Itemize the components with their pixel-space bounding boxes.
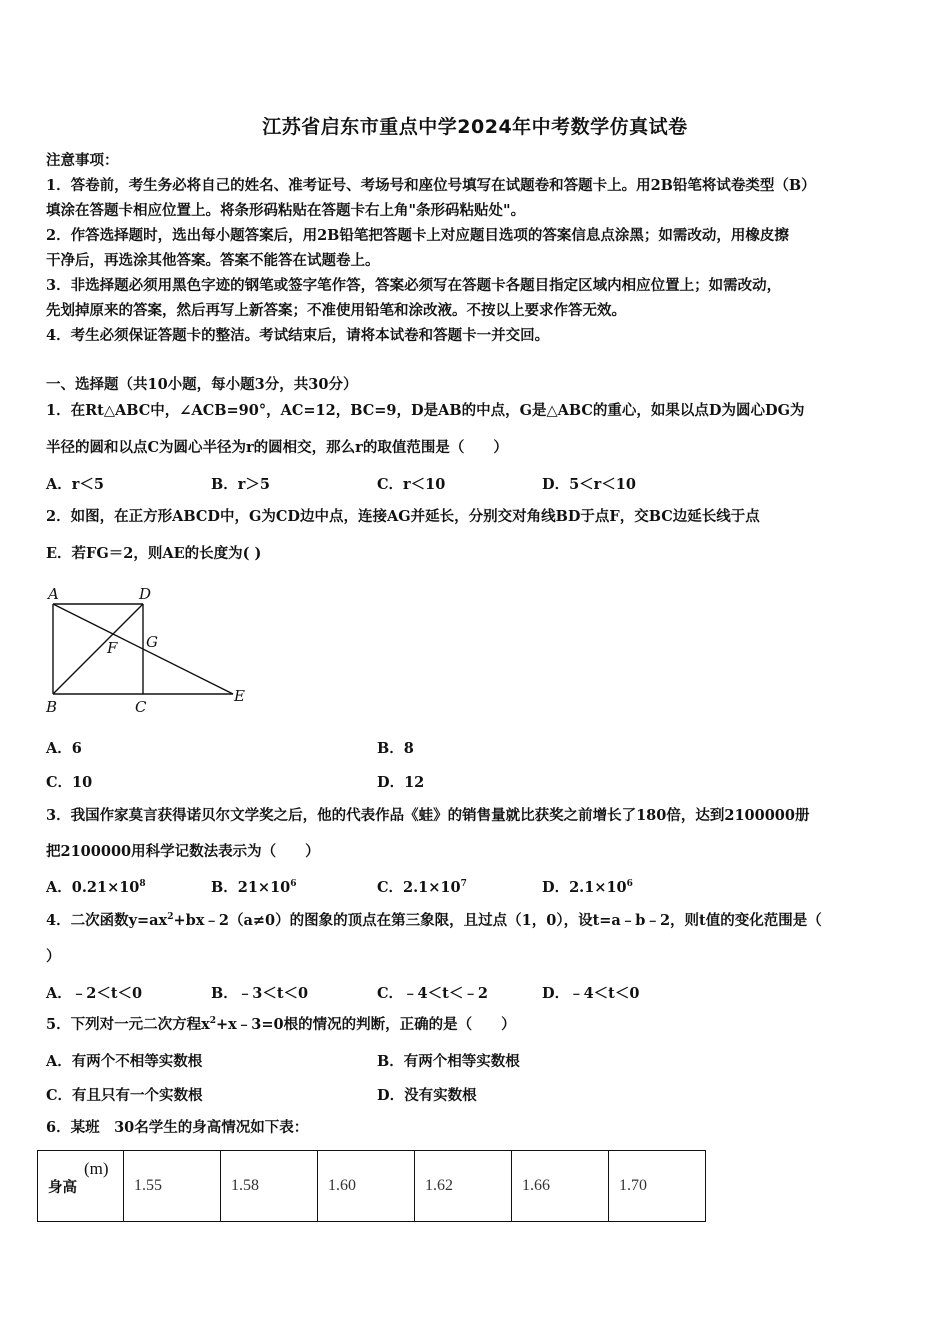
q5-option-d: D．没有实数根 (377, 1087, 477, 1104)
page-title: 江苏省启东市重点中学2024年中考数学仿真试卷 (262, 116, 688, 138)
table-header-cell (38, 1151, 124, 1222)
section-heading: 一、选择题（共10小题，每小题3分，共30分） (46, 376, 358, 393)
q4-option-a: A．﹣2＜t＜0 (46, 985, 143, 1002)
notes-line: 3．非选择题必须用黑色字迹的钢笔或签字笔作答，答案必须写在答题卡各题目指定区域内相应位置上；如需改动， (46, 277, 782, 294)
q1-option-d: D．5＜r＜10 (542, 476, 636, 493)
q4-option-c: C．﹣4＜t＜﹣2 (377, 985, 488, 1002)
header-label: 身高 (48, 1179, 77, 1196)
table-cell: 1.58 (221, 1151, 318, 1222)
q4-option-b: B．﹣3＜t＜0 (211, 985, 309, 1002)
q5-option-b: B．有两个相等实数根 (377, 1053, 520, 1070)
question-1-text: 1．在Rt△ABC中，∠ACB=90°，AC=12，BC=9，D是AB的中点，G是△ABC的重心，如果以点D为圆心DG为 (46, 402, 805, 419)
notes-line: 1．答卷前，考生务必将自己的姓名、准考证号、考场号和座位号填写在试题卷和答题卡上。用2B铅笔将试卷类型（B） (46, 177, 816, 194)
label-d: D (139, 585, 152, 603)
table-cell: 1.62 (415, 1151, 512, 1222)
label-g: G (146, 633, 158, 651)
q3-option-d: D．$2.1\times 10^6$ (542, 879, 633, 896)
table-cell: 1.70 (609, 1151, 706, 1222)
notes-line: 先划掉原来的答案，然后再写上新答案；不准使用铅笔和涂改液。不按以上要求作答无效。 (46, 302, 626, 319)
question-1-text: 半径的圆和以点C为圆心半径为r的圆相交，那么r的取值范围是（ ） (46, 439, 508, 456)
q1-option-c: C．r＜10 (377, 476, 446, 493)
q2-option-b: B．8 (377, 740, 414, 757)
notes-line: 2．作答选择题时，选出每小题答案后，用2B铅笔把答题卡上对应题目选项的答案信息点涂黑；如需改动，用橡皮擦 (46, 227, 789, 244)
notes-line: 干净后，再选涂其他答案。答案不能答在试题卷上。 (46, 252, 380, 269)
question-2-text: E．若FG＝2，则AE的长度为( ) (46, 545, 262, 562)
q4-option-d: D．﹣4＜t＜0 (542, 985, 640, 1002)
table-cell: 1.66 (512, 1151, 609, 1222)
square-geometry-figure (40, 582, 260, 717)
header-unit: (m) (84, 1159, 109, 1178)
q3-option-b: B．$21\times 10^6$ (211, 879, 297, 896)
notes-line: 填涂在答题卡相应位置上。将条形码粘贴在答题卡右上角"条形码粘贴处"。 (46, 202, 526, 219)
question-3-text: 把2100000用科学记数法表示为（ ） (46, 843, 320, 860)
label-b: B (46, 698, 58, 716)
notes-heading: 注意事项： (46, 152, 119, 169)
table-row (38, 1151, 706, 1222)
question-3-text: 3．我国作家莫言获得诺贝尔文学奖之后，他的代表作品《蛙》的销售量就比获奖之前增长了180倍，达到2100000册 (46, 807, 810, 824)
label-f: F (107, 639, 118, 657)
label-c: C (135, 698, 147, 716)
q5-option-a: A．有两个不相等实数根 (46, 1053, 203, 1070)
table-cell: 1.60 (318, 1151, 415, 1222)
q2-option-d: D．12 (377, 774, 425, 791)
diagonal-bd (53, 604, 143, 694)
q3-option-a: A．$0.21\times 10^8$ (46, 879, 146, 896)
q1-option-a: A．r＜5 (46, 476, 104, 493)
q3-option-c: C．$2.1\times 10^7$ (377, 879, 467, 896)
question-4-text: 4．二次函数$y=ax^2+bx﹣2(a\ne 0)$的图象的顶点在第三象限，且过点（1，0），设t=a﹣b﹣2，则t值的变化范围是（ (46, 912, 822, 929)
q2-option-c: C．10 (46, 774, 93, 791)
q1-option-b: B．r＞5 (211, 476, 270, 493)
label-a: A (48, 585, 59, 603)
q2-option-a: A．6 (46, 740, 82, 757)
q5-option-c: C．有且只有一个实数根 (46, 1087, 203, 1104)
label-e: E (234, 687, 245, 705)
question-4-text: ） (46, 948, 61, 965)
question-6-text: 6．某班 30名学生的身高情况如下表： (46, 1119, 309, 1136)
question-5-text: 5．下列对一元二次方程$x^2+x﹣3=0$根的情况的判断，正确的是（ ） (46, 1016, 516, 1033)
height-table (37, 1150, 706, 1222)
table-cell: 1.55 (124, 1151, 221, 1222)
notes-line: 4．考生必须保证答题卡的整洁。考试结束后，请将本试卷和答题卡一并交回。 (46, 327, 550, 344)
question-2-text: 2．如图，在正方形ABCD中，G为CD边中点，连接AG并延长，分别交对角线BD于点F，交BC边延长线于点 (46, 508, 760, 525)
